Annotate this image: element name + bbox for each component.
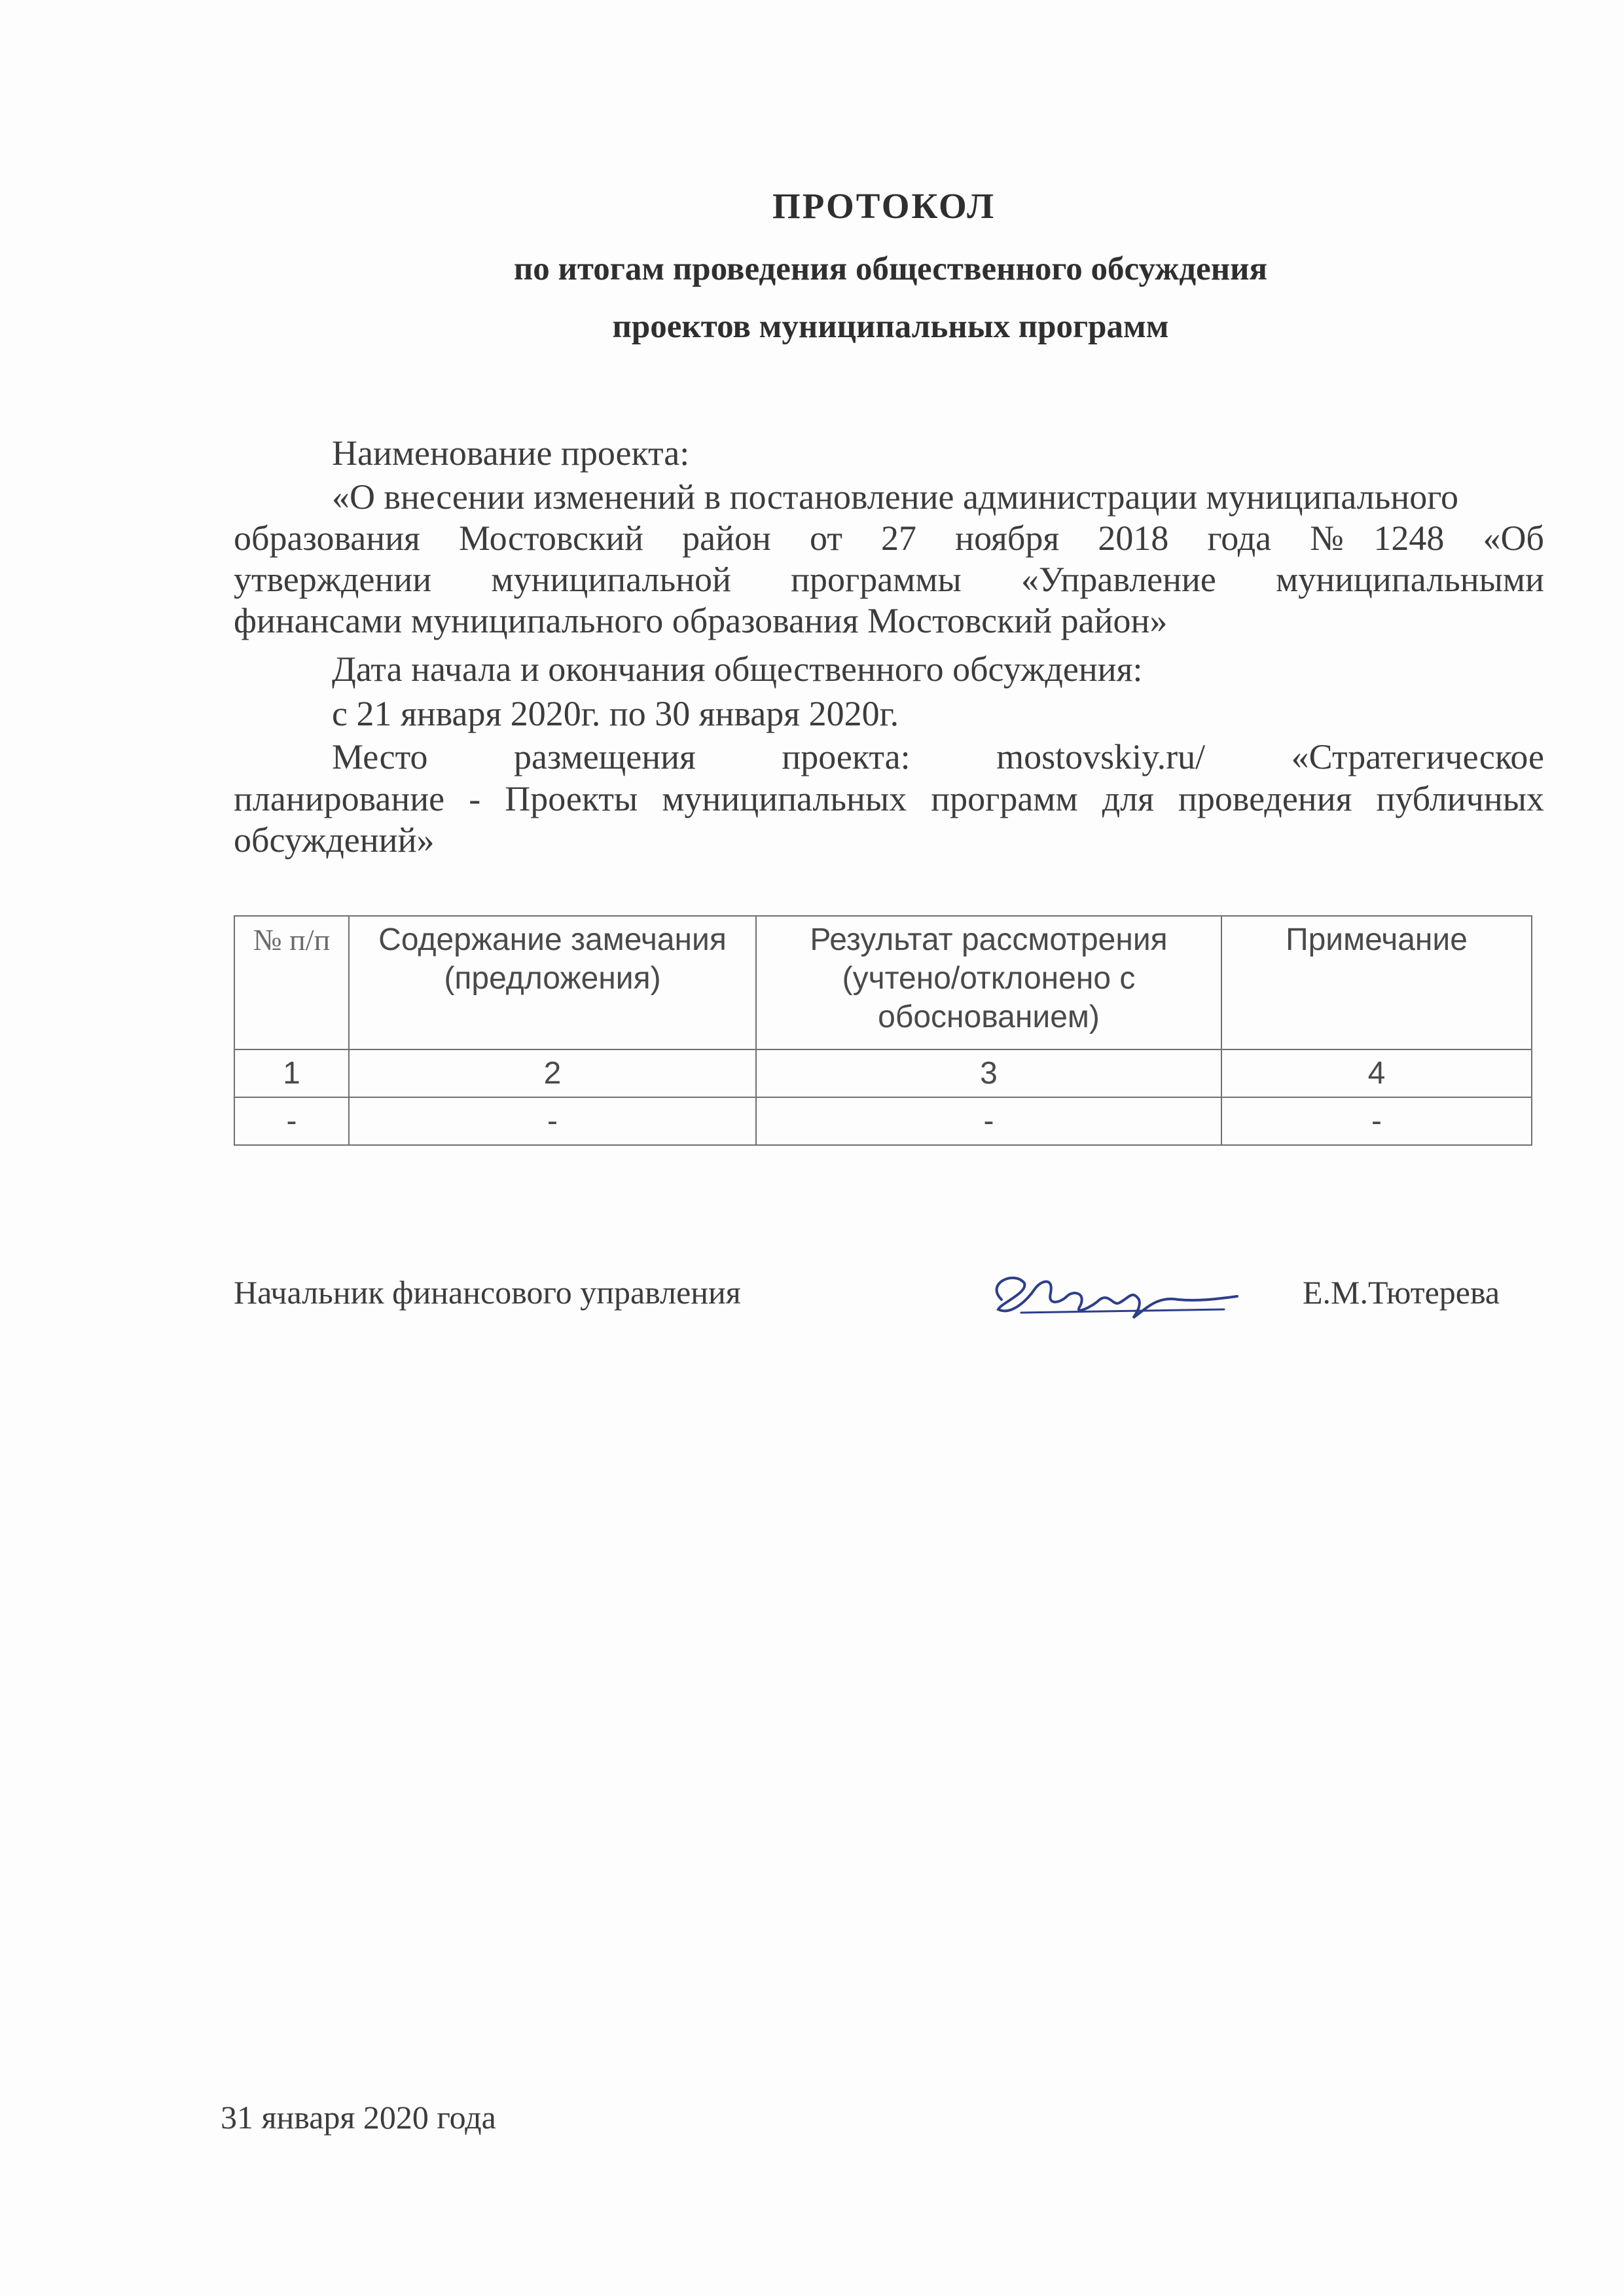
header-cell-content: Содержание замечания (предложения) xyxy=(349,916,756,1049)
signatory-name: Е.М.Тютерева xyxy=(1303,1274,1500,1311)
project-name-label: Наименование проекта: xyxy=(332,433,690,473)
table-cell: 4 xyxy=(1221,1049,1532,1097)
header-cell-result: Результат рассмотрения (учтено/отклонено с обоснованием) xyxy=(756,916,1221,1049)
document-date: 31 января 2020 года xyxy=(221,2099,496,2136)
table-row xyxy=(234,1097,1532,1145)
table-cell: - xyxy=(756,1097,1221,1145)
project-name-line: финансами муниципального образования Мостовский район» xyxy=(234,601,1168,640)
signatory-position: Начальник финансового управления xyxy=(234,1274,741,1311)
table-cell: - xyxy=(234,1097,349,1145)
dates-value: с 21 января 2020г. по 30 января 2020г. xyxy=(332,694,899,733)
placement-line: Место размещения проекта: mostovskiy.ru/ «Стратегическое xyxy=(332,737,1544,776)
table-cell: 1 xyxy=(234,1049,349,1097)
table-cell: 2 xyxy=(349,1049,756,1097)
dates-label: Дата начала и окончания общественного обсуждения: xyxy=(332,649,1143,689)
header-cell-note: Примечание xyxy=(1221,916,1532,1049)
table-cell: - xyxy=(349,1097,756,1145)
document-subtitle: по итогам проведения общественного обсуждения xyxy=(513,251,1268,287)
table-cell: - xyxy=(1221,1097,1532,1145)
document-title: ПРОТОКОЛ xyxy=(772,186,996,226)
handwritten-signature xyxy=(982,1244,1244,1342)
header-cell-number: № п/п xyxy=(234,916,349,1049)
remarks-table xyxy=(234,915,1532,1146)
document-subtitle-2: проектов муниципальных программ xyxy=(612,308,1169,345)
project-name-line: образования Мостовский район от 27 ноября 2018 года №1248 «Об xyxy=(234,519,1544,558)
table-header-row xyxy=(234,916,1532,1049)
table-numbering-row xyxy=(234,1049,1532,1097)
table-cell: 3 xyxy=(756,1049,1221,1097)
placement-line: обсуждений» xyxy=(234,820,435,860)
project-name-line: «О внесении изменений в постановление администрации муниципального xyxy=(332,477,1459,517)
placement-line: планирование - Проекты муниципальных программ для проведения публичных xyxy=(234,779,1544,818)
project-name-line: утверждении муниципальной программы «Управление муниципальными xyxy=(234,560,1544,599)
